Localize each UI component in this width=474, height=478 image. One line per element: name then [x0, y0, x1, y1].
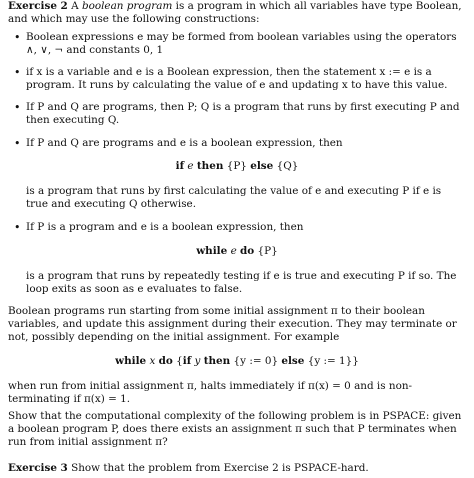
bullet-if: [14, 137, 466, 150]
if-then-else-display: [0, 160, 474, 173]
bullet-expressions: [14, 31, 466, 57]
kw-do: do: [158, 355, 173, 367]
intro-a: A: [71, 0, 79, 12]
bullet-text: if x is a variable and e is a Boolean expression, then the statement x := e is a program. It runs by calculating the value of e and updating x to have this value.: [26, 66, 448, 92]
bullet-dot-icon: •: [14, 221, 21, 234]
bullet-dot-icon: •: [14, 66, 21, 79]
kw-else: else: [250, 160, 274, 172]
exercise-3: [8, 462, 468, 475]
runs-paragraph: Boolean programs run starting from some initial assignment π to their boolean variables, and update this assignment during their execution. They may terminate or not, possibly depending on the initial assignment. For example: [8, 305, 457, 344]
exercise-2-intro: [8, 0, 468, 26]
kw-then: then: [203, 355, 231, 367]
bullet-text: If P and Q are programs, then P; Q is a program that runs by first executing P and then executing Q.: [26, 101, 460, 127]
var-x: x: [149, 355, 156, 367]
bullet-text: Boolean expressions e may be formed from boolean variables using the operators ∧, ∨, ¬ and constants 0, 1: [26, 31, 457, 57]
kw-while: while: [115, 355, 147, 367]
exercise-2-label: Exercise 2: [8, 0, 68, 12]
kw-if: if: [182, 355, 192, 367]
var-y: y: [194, 355, 201, 367]
block-q: {Q}: [276, 160, 299, 172]
bullet-assignment: [14, 66, 466, 92]
var-e: e: [187, 160, 194, 172]
assign-zero: {y := 0}: [233, 355, 279, 367]
block-p: {P}: [226, 160, 247, 172]
exercise-3-text: Show that the problem from Exercise 2 is PSPACE-hard.: [71, 462, 369, 474]
bullet-sequence: [14, 101, 466, 127]
bullet-text: If P and Q are programs and e is a boolean expression, then: [26, 137, 343, 149]
show-paragraph: Show that the computational complexity of the following problem is in PSPACE: given a boolean program P, does there exists an assignment π such that P terminates when run from initial assignment π?: [8, 410, 462, 449]
close-brace: }: [352, 355, 359, 367]
kw-then: then: [196, 160, 224, 172]
example-explanation: when run from initial assignment π, halts immediately if π(x) = 0 and is non-terminating if π(x) = 1.: [8, 380, 413, 406]
kw-do: do: [240, 245, 255, 257]
bullet-dot-icon: •: [14, 31, 21, 44]
intro-rest: is a program in which all variables have type Boolean, and which may use the following constructions:: [8, 0, 462, 26]
block-p: {P}: [257, 245, 278, 257]
bullet-dot-icon: •: [14, 101, 21, 114]
kw-while: while: [196, 245, 228, 257]
open-brace: {: [176, 355, 183, 367]
kw-else: else: [281, 355, 305, 367]
bullet-while: [14, 221, 466, 234]
exercise-3-label: Exercise 3: [8, 462, 68, 474]
bullet-dot-icon: •: [14, 137, 21, 150]
example-display: [0, 355, 474, 368]
while-do-display: [0, 245, 474, 258]
assign-one: {y := 1}: [307, 355, 353, 367]
var-e: e: [230, 245, 237, 257]
kw-if: if: [175, 160, 185, 172]
bullet-text: If P is a program and e is a boolean expression, then: [26, 221, 304, 233]
while-explanation: is a program that runs by repeatedly testing if e is true and executing P if so. The loop exits as soon as e evaluates to false.: [26, 270, 457, 296]
if-explanation: is a program that runs by first calculating the value of e and executing P if e is true and executing Q otherwise.: [26, 185, 442, 211]
boolean-program-term: boolean program: [81, 0, 173, 12]
